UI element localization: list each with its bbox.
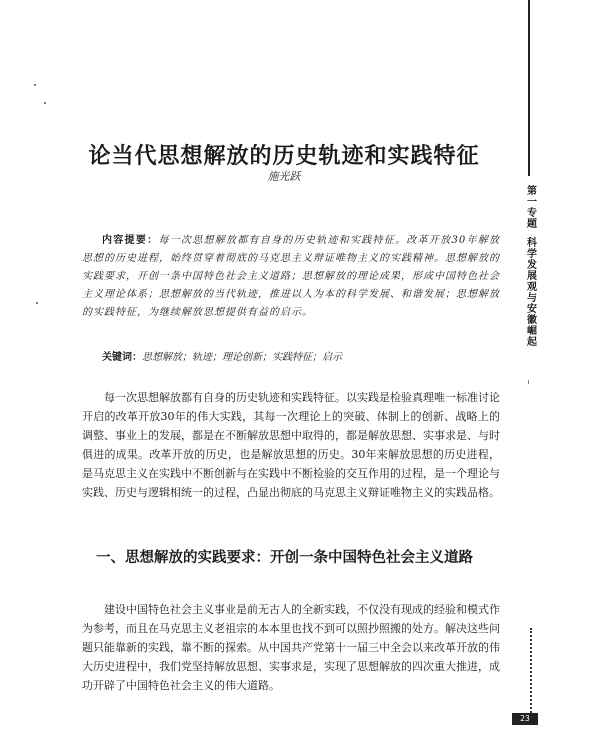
abstract-label: 内容提要： xyxy=(102,235,159,246)
keywords-label: 关键词： xyxy=(102,352,142,363)
margin-rule-top xyxy=(528,0,530,176)
sidebar-char: 一 xyxy=(527,197,537,208)
article-author: 施光跃 xyxy=(267,170,301,183)
sidebar-char: 徽 xyxy=(527,315,537,326)
keywords-text: 思想解放；轨迹；理论创新；实践特征；启示 xyxy=(142,352,342,363)
body-paragraph-2: 建设中国特色社会主义事业是前无古人的全新实践，不仅没有现成的经验和模式作为参考，而且在马克思主义老祖宗的本本里也找不到可以照抄照搬的处方。解决这些问题只能靠新的实践，靠不断的探索。从中国共产党第十一届三中全会以来改革开放的伟大历史进程中，我们党坚持解放思想、实事求是，实现了思想解放的四次重大推进，成功开辟了中国特色社会主义的伟大道路。 xyxy=(82,603,500,692)
body-paragraph-1: 每一次思想解放都有自身的历史轨迹和实践特征。以实践是检验真理唯一标准讨论开启的改革开放30年的伟大实践，其每一次理论上的突破、体制上的创新、战略上的调整、事业上的发展，都是在不断解放思想中取得的，都是解放思想、实事求是、与时俱进的成果。改革开放的历史，也是解放思想的历史。30年来解放思想的历史进程，是马克思主义在实践中不断创新与在实践中不断检验的交互作用的过程，是一个理论与实践、历史与逻辑相统一的过程，凸显出彻底的马克思主义辩证唯物主义的实践品格。 xyxy=(82,391,500,499)
sidebar-char: 观 xyxy=(527,282,537,293)
margin-dotted-rule xyxy=(530,628,534,720)
sidebar-char: 发 xyxy=(527,260,537,271)
article-title: 论当代思想解放的历史轨迹和实践特征 xyxy=(88,143,480,169)
sidebar-char: 专 xyxy=(527,208,537,219)
scan-speck xyxy=(34,84,36,86)
keywords xyxy=(82,349,500,367)
abstract xyxy=(82,232,500,322)
sidebar-char: 起 xyxy=(527,337,537,348)
abstract-text: 每一次思想解放都有自身的历史轨迹和实践特征。改革开放30年解放思想的历史进程，始终贯穿着彻底的马克思主义辩证唯物主义的实践精神。思想解放的实践要求，开创一条中国特色社会主义道路；思想解放的理论成果，形成中国特色社会主义理论体系；思想解放的当代轨迹，推进以人为本的科学发展、和谐发展；思想解放的实践特征，为继续解放思想提供有益的启示。 xyxy=(82,235,501,318)
margin-rule-bottom xyxy=(528,380,529,384)
sidebar-char: 题 xyxy=(527,219,537,230)
sidebar-char: 安 xyxy=(527,304,537,315)
scan-speck xyxy=(36,302,38,304)
sidebar-char: 科 xyxy=(527,238,537,249)
sidebar-char: 展 xyxy=(527,271,537,282)
sidebar-spacer xyxy=(522,230,542,238)
sidebar-char: 学 xyxy=(527,249,537,260)
sidebar-char: 第 xyxy=(527,186,537,197)
section-heading-1: 一、思想解放的实践要求：开创一条中国特色社会主义道路 xyxy=(96,550,473,566)
scan-speck xyxy=(44,102,46,104)
sidebar-char: 崛 xyxy=(527,326,537,337)
page-number: 23 xyxy=(512,713,538,725)
sidebar-char: 与 xyxy=(527,293,537,304)
sidebar-section-label xyxy=(522,186,542,348)
